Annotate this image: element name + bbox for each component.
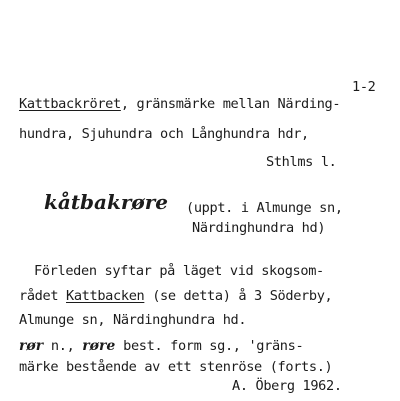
phonetic-form-a-note: n., [43,338,75,354]
body-line-2-start: rådet [19,288,67,304]
card-number: 1-2 [352,79,376,95]
phonetic-form-b: røre [82,338,116,354]
pronunciation-handwritten: kåtbakrøre [44,190,168,214]
heading-line-2: hundra, Sjuhundra och Långhundra hdr, [19,126,309,142]
body-line-2-end: (se detta) å 3 Söderby, [144,288,333,304]
heading-line [19,95,340,113]
body-line-1: Förleden syftar på läget vid skogsom- [34,263,324,279]
pronunciation-note-2: Närdinghundra hd) [192,220,326,236]
phonetic-form-a: rør [19,338,44,354]
cross-reference-link[interactable]: Kattbacken [66,288,145,304]
county-label: Sthlms l. [266,154,337,170]
signature: A. Öberg 1962. [232,378,342,394]
place-name-heading: Kattbackröret [19,96,121,112]
body-line-4-rest: best. form sg., 'gräns- [115,338,304,354]
body-line-2 [19,287,332,305]
pronunciation-note-1: (uppt. i Almunge sn, [186,200,343,216]
body-line-4 [19,337,303,355]
body-line-3: Almunge sn, Närdinghundra hd. [19,312,247,328]
body-line-5: märke bestående av ett stenröse (forts.) [19,359,333,375]
heading-description: , gränsmärke mellan Närding- [120,96,341,112]
